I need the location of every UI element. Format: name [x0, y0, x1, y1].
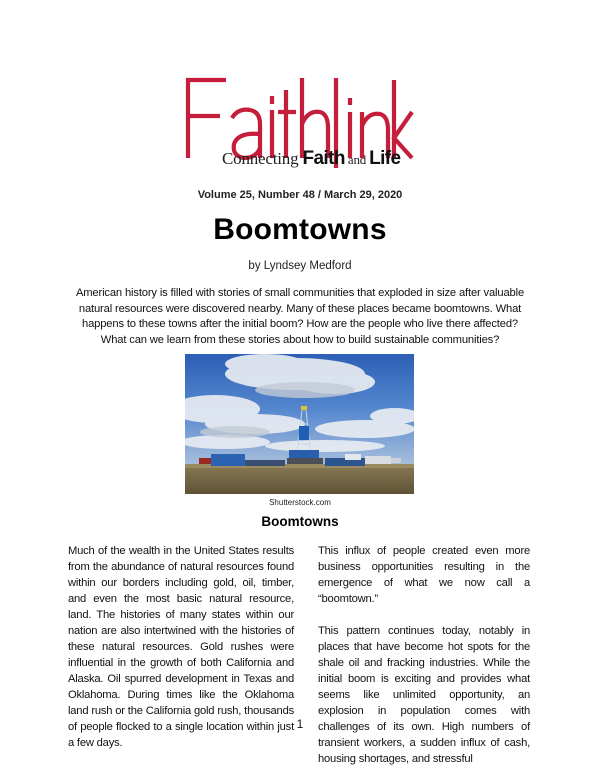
body-column-left [68, 543, 294, 767]
section-heading: Boomtowns [261, 514, 339, 529]
faithlink-logo [180, 72, 415, 174]
body-paragraph: This pattern continues today, notably in places that have become hot spots for the shale oil and fracking industries. While the initial boom is exciting and provides what seems like unlimited opportunity, an explosion in population comes with challenges of its own. High numbers of transient workers, a sudden influx of cash, housing shortages, and stressful [318, 625, 530, 765]
tagline-faith: Faith [302, 148, 345, 169]
intro-paragraph: American history is filled with stories of small communities that exploded in size after valuable natural resources were discovered nearby. Many of these places became boomtowns. What happens to these towns after the initial boom? How are the people who live there affected? What can we learn from these stories about how to build sustainable communities? [75, 287, 525, 346]
logo-tagline [222, 149, 401, 170]
photo-credit: Shutterstock.com [269, 498, 331, 507]
page-number: 1 [296, 717, 304, 731]
tagline-connecting: Connecting [222, 149, 303, 168]
issue-line: Volume 25, Number 48 / March 29, 2020 [197, 189, 403, 201]
body-column-right [318, 543, 530, 783]
page-title: Boomtowns [213, 213, 387, 246]
tagline-life: Life [369, 148, 401, 169]
oil-rig-photo [185, 354, 414, 494]
byline: by Lyndsey Medford [248, 260, 352, 272]
body-paragraph: Much of the wealth in the United States results from the abundance of natural resources found within our borders including gold, oil, timber, and even the most basic natural resource, land. The histories of many states within our nation are also intertwined with the histories of these natural resources. Gold rushes were influential in the growth of both California and Alaska. Oil spurred development in Texas and Oklahoma. During times like the Oklahoma land rush or the California gold rush, thousands of people flocked to a single location within just a few days. [68, 545, 294, 749]
tagline-and: and [344, 152, 370, 167]
oil-rig-image-icon [185, 354, 414, 494]
body-paragraph: This influx of people created even more business opportunities resulting in the emergence of what we now call a “boomtown.” [318, 545, 530, 605]
